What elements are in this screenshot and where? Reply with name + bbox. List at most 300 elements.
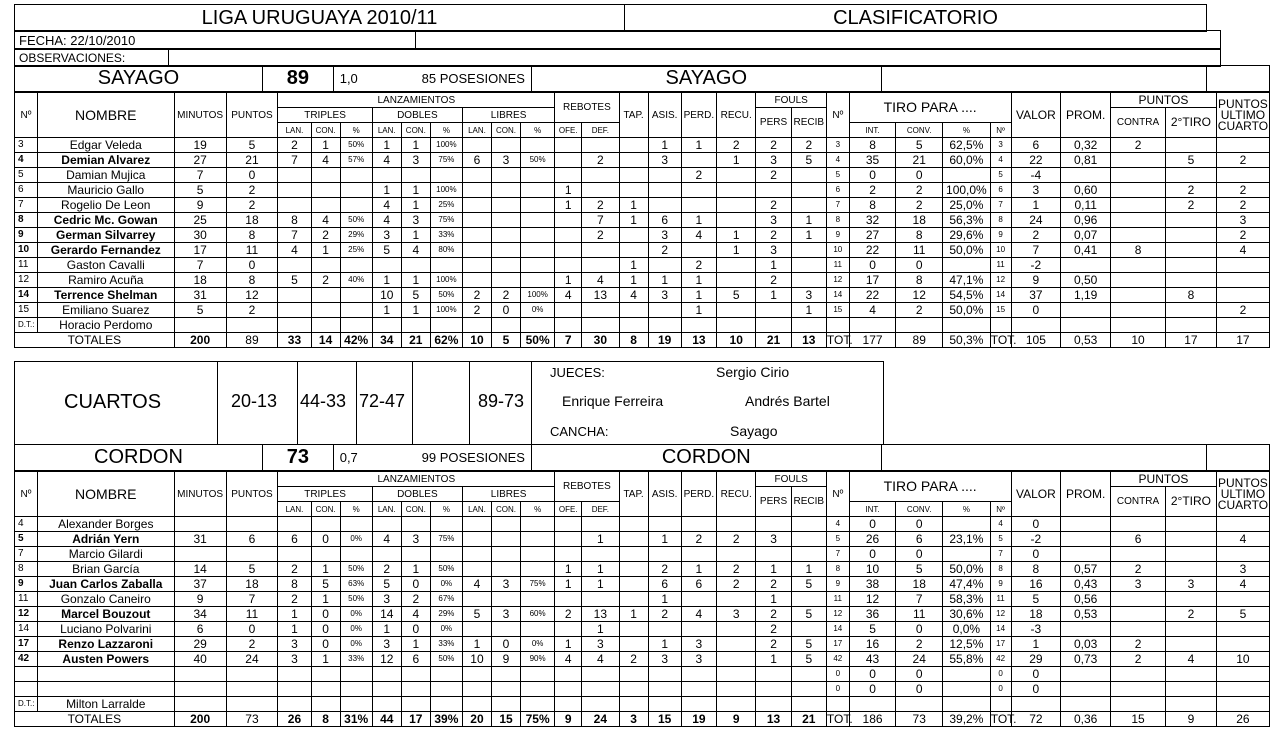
cell-pct [943,547,991,562]
cell-pts: 12 [226,288,278,303]
cell-t2 [1166,228,1217,243]
header-def: DEF. [582,502,619,517]
cell-asis: 1 [648,637,681,652]
total-pts: 89 [226,333,278,348]
cell-lc [491,228,520,243]
cell-dc [401,258,430,273]
cell-n3: 8 [990,213,1011,228]
cell-no: 14 [15,288,38,303]
cell-contra [1111,213,1166,228]
blank-cell [1166,697,1217,712]
totales-label: TOTALES [15,712,175,727]
header-pct: % [943,502,991,517]
cell-lc: 3 [491,607,520,622]
cell-tl: 2 [278,562,311,577]
cell-dc: 4 [401,607,430,622]
cell-tl: 4 [278,243,311,258]
cell-asis [648,303,681,318]
cell-n3: 0 [990,667,1011,682]
cell-ro [555,213,582,228]
cell-conv: 6 [896,532,943,547]
cell-lp: 60% [521,607,555,622]
cell-tl: 2 [278,592,311,607]
cell-lc [491,138,520,153]
total-tap: 8 [619,333,648,348]
cell-perd: 3 [681,652,716,667]
blank-cell [1061,697,1111,712]
blank-cell [1216,318,1269,333]
header-sub-lan-6: LAN. [462,502,491,517]
cell-rd: 4 [582,273,619,288]
cell-lp [521,682,555,697]
cell-perd [681,198,716,213]
cell-perd: 2 [681,532,716,547]
total-contra: 10 [1111,333,1166,348]
cell-dp: 100% [430,138,462,153]
cell-lc: 3 [491,153,520,168]
cell-fr: 5 [791,153,826,168]
tot-label: TOT. [990,333,1017,347]
cell-ro: 1 [555,637,582,652]
cell-no: 5 [15,168,38,183]
cell-prom: 0,96 [1061,213,1111,228]
cell-tc [311,183,340,198]
cell-prom: 0,03 [1061,637,1111,652]
cell-uc [1216,258,1269,273]
cell-prom: 0,81 [1061,153,1111,168]
cell-tl [278,667,311,682]
header-ofe: OFE. [555,123,582,138]
cell-recu: 1 [717,153,756,168]
table-row [15,517,1270,532]
cell-n3: 15 [990,303,1011,318]
cell-prom: 0,56 [1061,592,1111,607]
cell-contra: 2 [1111,138,1166,153]
cell-tp: 63% [340,577,372,592]
total-tc: 8 [311,712,340,727]
cell-n3: 14 [990,288,1011,303]
blank-cell [717,697,756,712]
cell-fr [791,273,826,288]
cell-conv: 0 [896,258,943,273]
header-sub-pct-5: % [430,502,462,517]
header-prom: PROM. [1061,472,1111,517]
cell-asis [648,258,681,273]
cell-pts: 8 [226,228,278,243]
cell-tl [278,198,311,213]
cell-ro: 2 [555,607,582,622]
cell-fp: 2 [756,637,791,652]
cell-valor: 37 [1011,288,1061,303]
cell-lc [491,273,520,288]
table-row [15,682,1270,697]
blank-cell [521,318,555,333]
cell-tc: 0 [311,532,340,547]
team2-name: CORDON [14,444,263,471]
total-tp: 42% [340,333,372,348]
header-pct: % [943,123,991,138]
cell-tp: 57% [340,153,372,168]
cell-no: 9 [15,577,38,592]
header-puntos: PUNTOS [226,93,278,138]
cell-pts: 5 [226,138,278,153]
team1-bar-blank [881,65,1208,92]
cell-contra [1111,622,1166,637]
total-pts: 73 [226,712,278,727]
cell-min: 18 [174,273,226,288]
cell-n3: 9 [990,228,1011,243]
cell-contra: 8 [1111,243,1166,258]
header-valor: VALOR [1011,472,1061,517]
cell-lp: 0% [521,637,555,652]
cell-tap [619,577,648,592]
cell-uc [1216,288,1269,303]
cell-dp: 75% [430,532,462,547]
cell-t2: 2 [1166,607,1217,622]
cell-tl: 3 [278,637,311,652]
cell-lp: 90% [521,652,555,667]
cell-pts: 2 [226,183,278,198]
cell-uc [1216,138,1269,153]
cell-valor: -4 [1011,168,1061,183]
header-sub-lan-0: LAN. [278,123,311,138]
cell-fp: 2 [756,273,791,288]
cell-pts: 6 [226,532,278,547]
cell-ro [555,243,582,258]
header-sub-lan-3: LAN. [372,502,401,517]
header-nombre: NOMBRE [37,93,174,138]
cell-tl: 2 [278,138,311,153]
cell-fp [756,183,791,198]
cell-prom: 0,41 [1061,243,1111,258]
cell-pts: 8 [226,273,278,288]
cell-min: 25 [174,213,226,228]
cell-t2 [1166,682,1217,697]
cell-tap [619,532,648,547]
cell-pct: 0,0% [943,622,991,637]
cell-int: 2 [849,183,896,198]
cell-asis: 2 [648,607,681,622]
cell-lc [491,168,520,183]
cell-tc: 4 [311,153,340,168]
cell-dl: 14 [372,607,401,622]
cell-uc [1216,682,1269,697]
cell-dc: 6 [401,652,430,667]
cell-tap: 1 [619,273,648,288]
cell-valor: -2 [1011,258,1061,273]
cell-tap [619,562,648,577]
blank-cell [990,697,1011,712]
header-tap: TAP. [619,472,648,517]
blank-cell [311,697,340,712]
cell-perd: 1 [681,303,716,318]
table-row [15,243,1270,258]
cell-conv: 0 [896,517,943,532]
cell-dc [401,168,430,183]
cell-t2 [1166,168,1217,183]
header-sub-pct-2: % [340,123,372,138]
cell-recu [717,547,756,562]
cell-no: 42 [15,652,38,667]
cell-pct: 56,3% [943,213,991,228]
cell-valor: 7 [1011,243,1061,258]
cell-dl [372,667,401,682]
cell-pct [943,667,991,682]
cell-conv: 5 [896,138,943,153]
cell-tc: 4 [311,213,340,228]
cell-tc: 5 [311,577,340,592]
blank-cell [619,697,648,712]
cell-conv: 2 [896,183,943,198]
header-tap: TAP. [619,93,648,138]
cell-name: Alexander Borges [37,517,174,532]
cell-pts: 2 [226,198,278,213]
cell-prom [1061,303,1111,318]
total-valor: 72 [1011,712,1061,727]
phase-title: CLASIFICATORIO [624,4,1207,32]
cell-rd: 1 [582,532,619,547]
cell-conv: 5 [896,562,943,577]
cell-ll: 2 [462,303,491,318]
cell-pts: 0 [226,258,278,273]
cell-min: 29 [174,637,226,652]
header-ultimo: ULTIMO [1220,486,1266,501]
cell-pct: 12,5% [943,637,991,652]
cell-rd [582,183,619,198]
total-min: 200 [174,712,226,727]
cell-int: 0 [849,258,896,273]
cell-uc: 2 [1216,228,1269,243]
cell-tl: 8 [278,213,311,228]
blank-cell [1011,697,1061,712]
cell-tc: 0 [311,622,340,637]
cell-contra [1111,592,1166,607]
cell-lp [521,138,555,153]
cell-dl: 1 [372,303,401,318]
cell-lp [521,532,555,547]
cell-rd: 7 [582,213,619,228]
cell-tl: 6 [278,532,311,547]
cell-tl: 3 [278,652,311,667]
total-uc: 17 [1216,333,1269,348]
team1-score: 89 [262,65,334,92]
cell-int: 22 [849,288,896,303]
cell-valor: 0 [1011,517,1061,532]
cell-n3: 42 [990,652,1011,667]
cell-dp: 25% [430,198,462,213]
total-ro: 9 [555,712,582,727]
cell-tp: 40% [340,273,372,288]
cell-perd [681,153,716,168]
team2-name-right: CORDON [531,444,882,471]
cell-tl: 7 [278,153,311,168]
cell-recu [717,258,756,273]
cell-lp: 0% [521,303,555,318]
cell-min: 19 [174,138,226,153]
cell-uc [1216,592,1269,607]
cell-conv: 8 [896,273,943,288]
cell-fr [791,198,826,213]
cell-no: 7 [15,547,38,562]
cell-recu: 2 [717,138,756,153]
header-no-3: Nº [990,502,1011,517]
cell-contra [1111,667,1166,682]
cell-lp [521,168,555,183]
header-tiro-para: TIRO PARA .... [849,93,1011,123]
cell-lp: 75% [521,577,555,592]
cell-asis [648,622,681,637]
cell-perd [681,682,716,697]
cell-int: 0 [849,547,896,562]
cell-name: Marcio Gilardi [37,547,174,562]
cell-valor: 0 [1011,682,1061,697]
cell-asis [648,168,681,183]
cell-fr: 1 [791,562,826,577]
cell-lp [521,547,555,562]
cell-min: 37 [174,577,226,592]
cell-fp [756,682,791,697]
cell-tl [278,258,311,273]
header-contra: CONTRA [1111,108,1166,138]
cell-no: 4 [15,517,38,532]
cell-dc: 0 [401,577,430,592]
header-int: INT. [849,123,896,138]
cell-fr: 1 [791,303,826,318]
blank-cell [462,318,491,333]
header-puntos_ultimo: PUNTOS [1218,96,1268,111]
header-sub-con-4: CON. [401,502,430,517]
blank-cell [226,697,278,712]
header-no-2: Nº [826,93,849,138]
cell-conv: 11 [896,607,943,622]
blank-cell [401,697,430,712]
q2-score: 44-33 [300,391,347,411]
blank-cell [174,318,226,333]
cell-lc: 2 [491,288,520,303]
cell-fp: 2 [756,228,791,243]
total-fp: 13 [756,712,791,727]
team1-bar-blank2 [1206,65,1270,92]
cell-n2: 14 [826,622,849,637]
cell-ro: 1 [555,273,582,288]
cell-fp [756,547,791,562]
cell-pts: 18 [226,577,278,592]
cell-dp: 75% [430,213,462,228]
header-tiro-para: TIRO PARA .... [849,472,1011,502]
cell-name: Emiliano Suarez [37,303,174,318]
cell-perd [681,622,716,637]
header-puntos-group: PUNTOS [1111,93,1217,108]
header-minutos: MINUTOS [174,472,226,517]
cell-fr [791,517,826,532]
cell-asis [648,547,681,562]
cell-perd [681,667,716,682]
cell-asis [648,198,681,213]
cell-fp [756,667,791,682]
cell-n2: 17 [826,637,849,652]
blank-cell [849,318,896,333]
cell-lp [521,183,555,198]
header-pers: PERS [756,108,791,138]
cell-tc [311,198,340,213]
cell-int: 8 [849,138,896,153]
cell-n3: 3 [990,138,1011,153]
total-dp: 39% [430,712,462,727]
cell-name: Luciano Polvarini [37,622,174,637]
header-sub-con-1: CON. [311,123,340,138]
cell-prom [1061,667,1111,682]
cell-ro [555,258,582,273]
cell-pct: 30,6% [943,607,991,622]
cell-dp: 50% [430,288,462,303]
cell-ro [555,592,582,607]
cell-fr: 3 [791,288,826,303]
cell-tl: 5 [278,273,311,288]
cell-tp: 25% [340,243,372,258]
cell-tp: 50% [340,138,372,153]
cell-lc: 3 [491,577,520,592]
cell-name: Marcel Bouzout [37,607,174,622]
table-row [15,667,1270,682]
cell-fp: 3 [756,153,791,168]
cell-t2 [1166,258,1217,273]
cell-uc: 3 [1216,213,1269,228]
cell-asis: 3 [648,228,681,243]
header-sub-pct-5: % [430,123,462,138]
cell-lp: 50% [521,153,555,168]
cell-tp [340,288,372,303]
total-ll: 10 [462,333,491,348]
cell-int: 27 [849,228,896,243]
cell-fr [791,243,826,258]
cell-tap [619,682,648,697]
cell-ll [462,198,491,213]
team2-bar-blank2 [1206,444,1270,471]
cell-tap: 2 [619,652,648,667]
blank-cell [555,697,582,712]
cell-name: German Silvarrey [37,228,174,243]
total-dl: 34 [372,333,401,348]
header-conv: CONV. [896,502,943,517]
cell-int: 0 [849,517,896,532]
cell-lp [521,517,555,532]
cell-perd: 1 [681,213,716,228]
cell-tap: 1 [619,198,648,213]
cell-pct: 62,5% [943,138,991,153]
cell-rd: 1 [582,622,619,637]
cell-t2 [1166,517,1217,532]
cell-int: 4 [849,303,896,318]
cell-n3: 11 [990,592,1011,607]
cell-ro: 1 [555,198,582,213]
cell-fp: 1 [756,288,791,303]
cell-pts: 0 [226,168,278,183]
cell-tc: 2 [311,273,340,288]
cell-asis: 1 [648,138,681,153]
cell-asis [648,183,681,198]
team1-stats-table [14,92,1270,348]
cell-tc: 1 [311,138,340,153]
cell-tl [278,547,311,562]
cell-tl [278,183,311,198]
cell-ro: 1 [555,577,582,592]
cell-valor: 18 [1011,607,1061,622]
cell-recu [717,622,756,637]
cell-dl [372,517,401,532]
cell-n2: 5 [826,532,849,547]
cell-tap [619,168,648,183]
cell-valor: 5 [1011,592,1061,607]
